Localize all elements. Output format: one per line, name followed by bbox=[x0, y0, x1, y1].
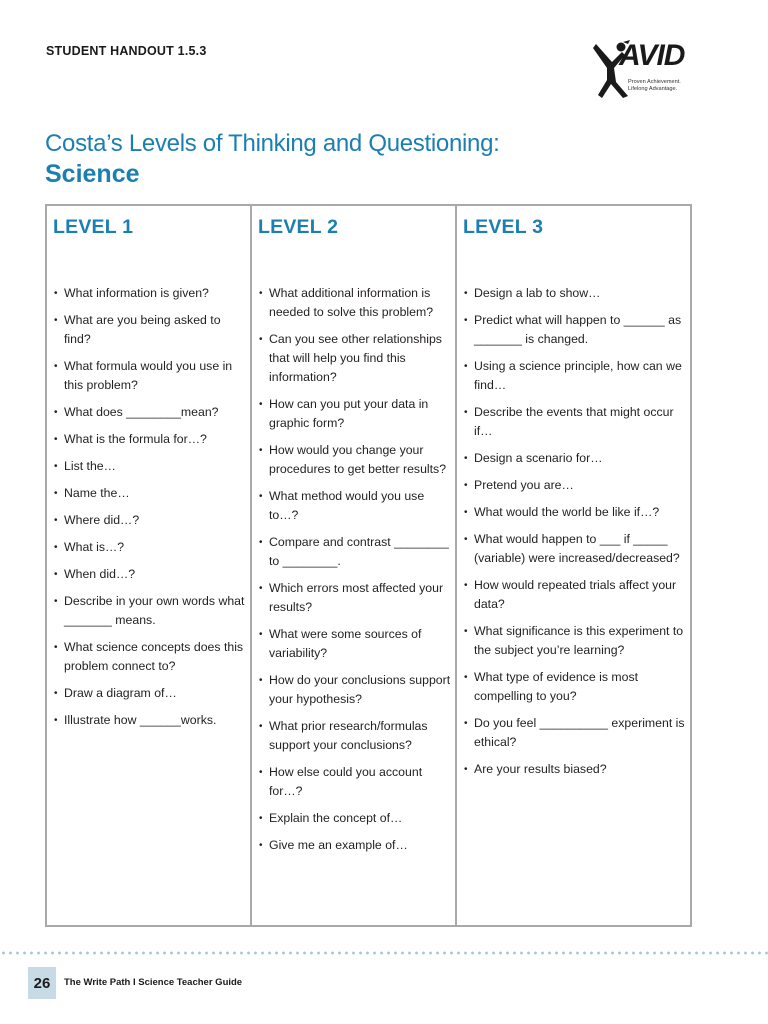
question-item: • Illustrate how ______works. bbox=[53, 711, 246, 730]
question-item: • How do your conclusions support your hypothesis? bbox=[258, 671, 451, 709]
question-item: • What is…? bbox=[53, 538, 246, 557]
level-1-column bbox=[47, 206, 252, 925]
question-item: • Compare and contrast ________ to ________. bbox=[258, 533, 451, 571]
question-item: • Pretend you are… bbox=[463, 476, 686, 495]
logo-tagline-2: Lifelong Advantage. bbox=[628, 86, 678, 92]
question-item: • What are you being asked to find? bbox=[53, 311, 246, 349]
page-title: Costa’s Levels of Thinking and Questioning: bbox=[45, 130, 500, 157]
question-item: • What information is given? bbox=[53, 284, 246, 303]
question-item: • Name the… bbox=[53, 484, 246, 503]
question-item: • How would repeated trials affect your data? bbox=[463, 576, 686, 614]
question-item: • Design a lab to show… bbox=[463, 284, 686, 303]
question-item: • How would you change your procedures to get better results? bbox=[258, 441, 451, 479]
question-item: • What science concepts does this problem connect to? bbox=[53, 638, 246, 676]
level-2-column bbox=[252, 206, 457, 925]
question-item: • List the… bbox=[53, 457, 246, 476]
dotted-divider bbox=[0, 951, 768, 955]
question-item: • How can you put your data in graphic form? bbox=[258, 395, 451, 433]
question-item: • Give me an example of… bbox=[258, 836, 451, 855]
question-item: • What is the formula for…? bbox=[53, 430, 246, 449]
handout-label: STUDENT HANDOUT 1.5.3 bbox=[46, 44, 207, 58]
question-item: • What method would you use to…? bbox=[258, 487, 451, 525]
question-item: • Describe the events that might occur if… bbox=[463, 403, 686, 441]
question-item: • Explain the concept of… bbox=[258, 809, 451, 828]
avid-logo bbox=[592, 38, 696, 100]
logo-tagline-1: Proven Achievement. bbox=[628, 79, 681, 85]
column-heading: LEVEL 2 bbox=[258, 216, 339, 238]
page-subtitle: Science bbox=[45, 160, 140, 188]
question-item: • Where did…? bbox=[53, 511, 246, 530]
question-item: • What significance is this experiment to the subject you’re learning? bbox=[463, 622, 686, 660]
question-item: • What would happen to ___ if _____ (variable) were increased/decreased? bbox=[463, 530, 686, 568]
question-item: • What would the world be like if…? bbox=[463, 503, 686, 522]
column-heading: LEVEL 3 bbox=[463, 216, 544, 238]
question-item: • What were some sources of variability? bbox=[258, 625, 451, 663]
question-item: • What type of evidence is most compelling to you? bbox=[463, 668, 686, 706]
logo-wordmark: AVID bbox=[619, 39, 685, 72]
question-item: • Using a science principle, how can we find… bbox=[463, 357, 686, 395]
page-number: 26 bbox=[28, 967, 56, 999]
levels-table bbox=[45, 204, 692, 927]
footer-guide-title: The Write Path I Science Teacher Guide bbox=[64, 977, 243, 988]
question-item: • What prior research/formulas support your conclusions? bbox=[258, 717, 451, 755]
question-item: • When did…? bbox=[53, 565, 246, 584]
question-item: • Draw a diagram of… bbox=[53, 684, 246, 703]
question-item: • How else could you account for…? bbox=[258, 763, 451, 801]
question-item: • Do you feel __________ experiment is ethical? bbox=[463, 714, 686, 752]
question-list bbox=[53, 284, 246, 738]
question-item: • What formula would you use in this problem? bbox=[53, 357, 246, 395]
question-list bbox=[258, 284, 451, 863]
question-list bbox=[463, 284, 686, 787]
level-3-column bbox=[457, 206, 690, 925]
question-item: • Can you see other relationships that will help you find this information? bbox=[258, 330, 451, 387]
question-item: • Are your results biased? bbox=[463, 760, 686, 779]
question-item: • What does ________mean? bbox=[53, 403, 246, 422]
question-item: • Design a scenario for… bbox=[463, 449, 686, 468]
question-item: • Which errors most affected your results? bbox=[258, 579, 451, 617]
question-item: • What additional information is needed to solve this problem? bbox=[258, 284, 451, 322]
question-item: • Predict what will happen to ______ as _______ is changed. bbox=[463, 311, 686, 349]
column-heading: LEVEL 1 bbox=[53, 216, 134, 238]
question-item: • Describe in your own words what _______ means. bbox=[53, 592, 246, 630]
